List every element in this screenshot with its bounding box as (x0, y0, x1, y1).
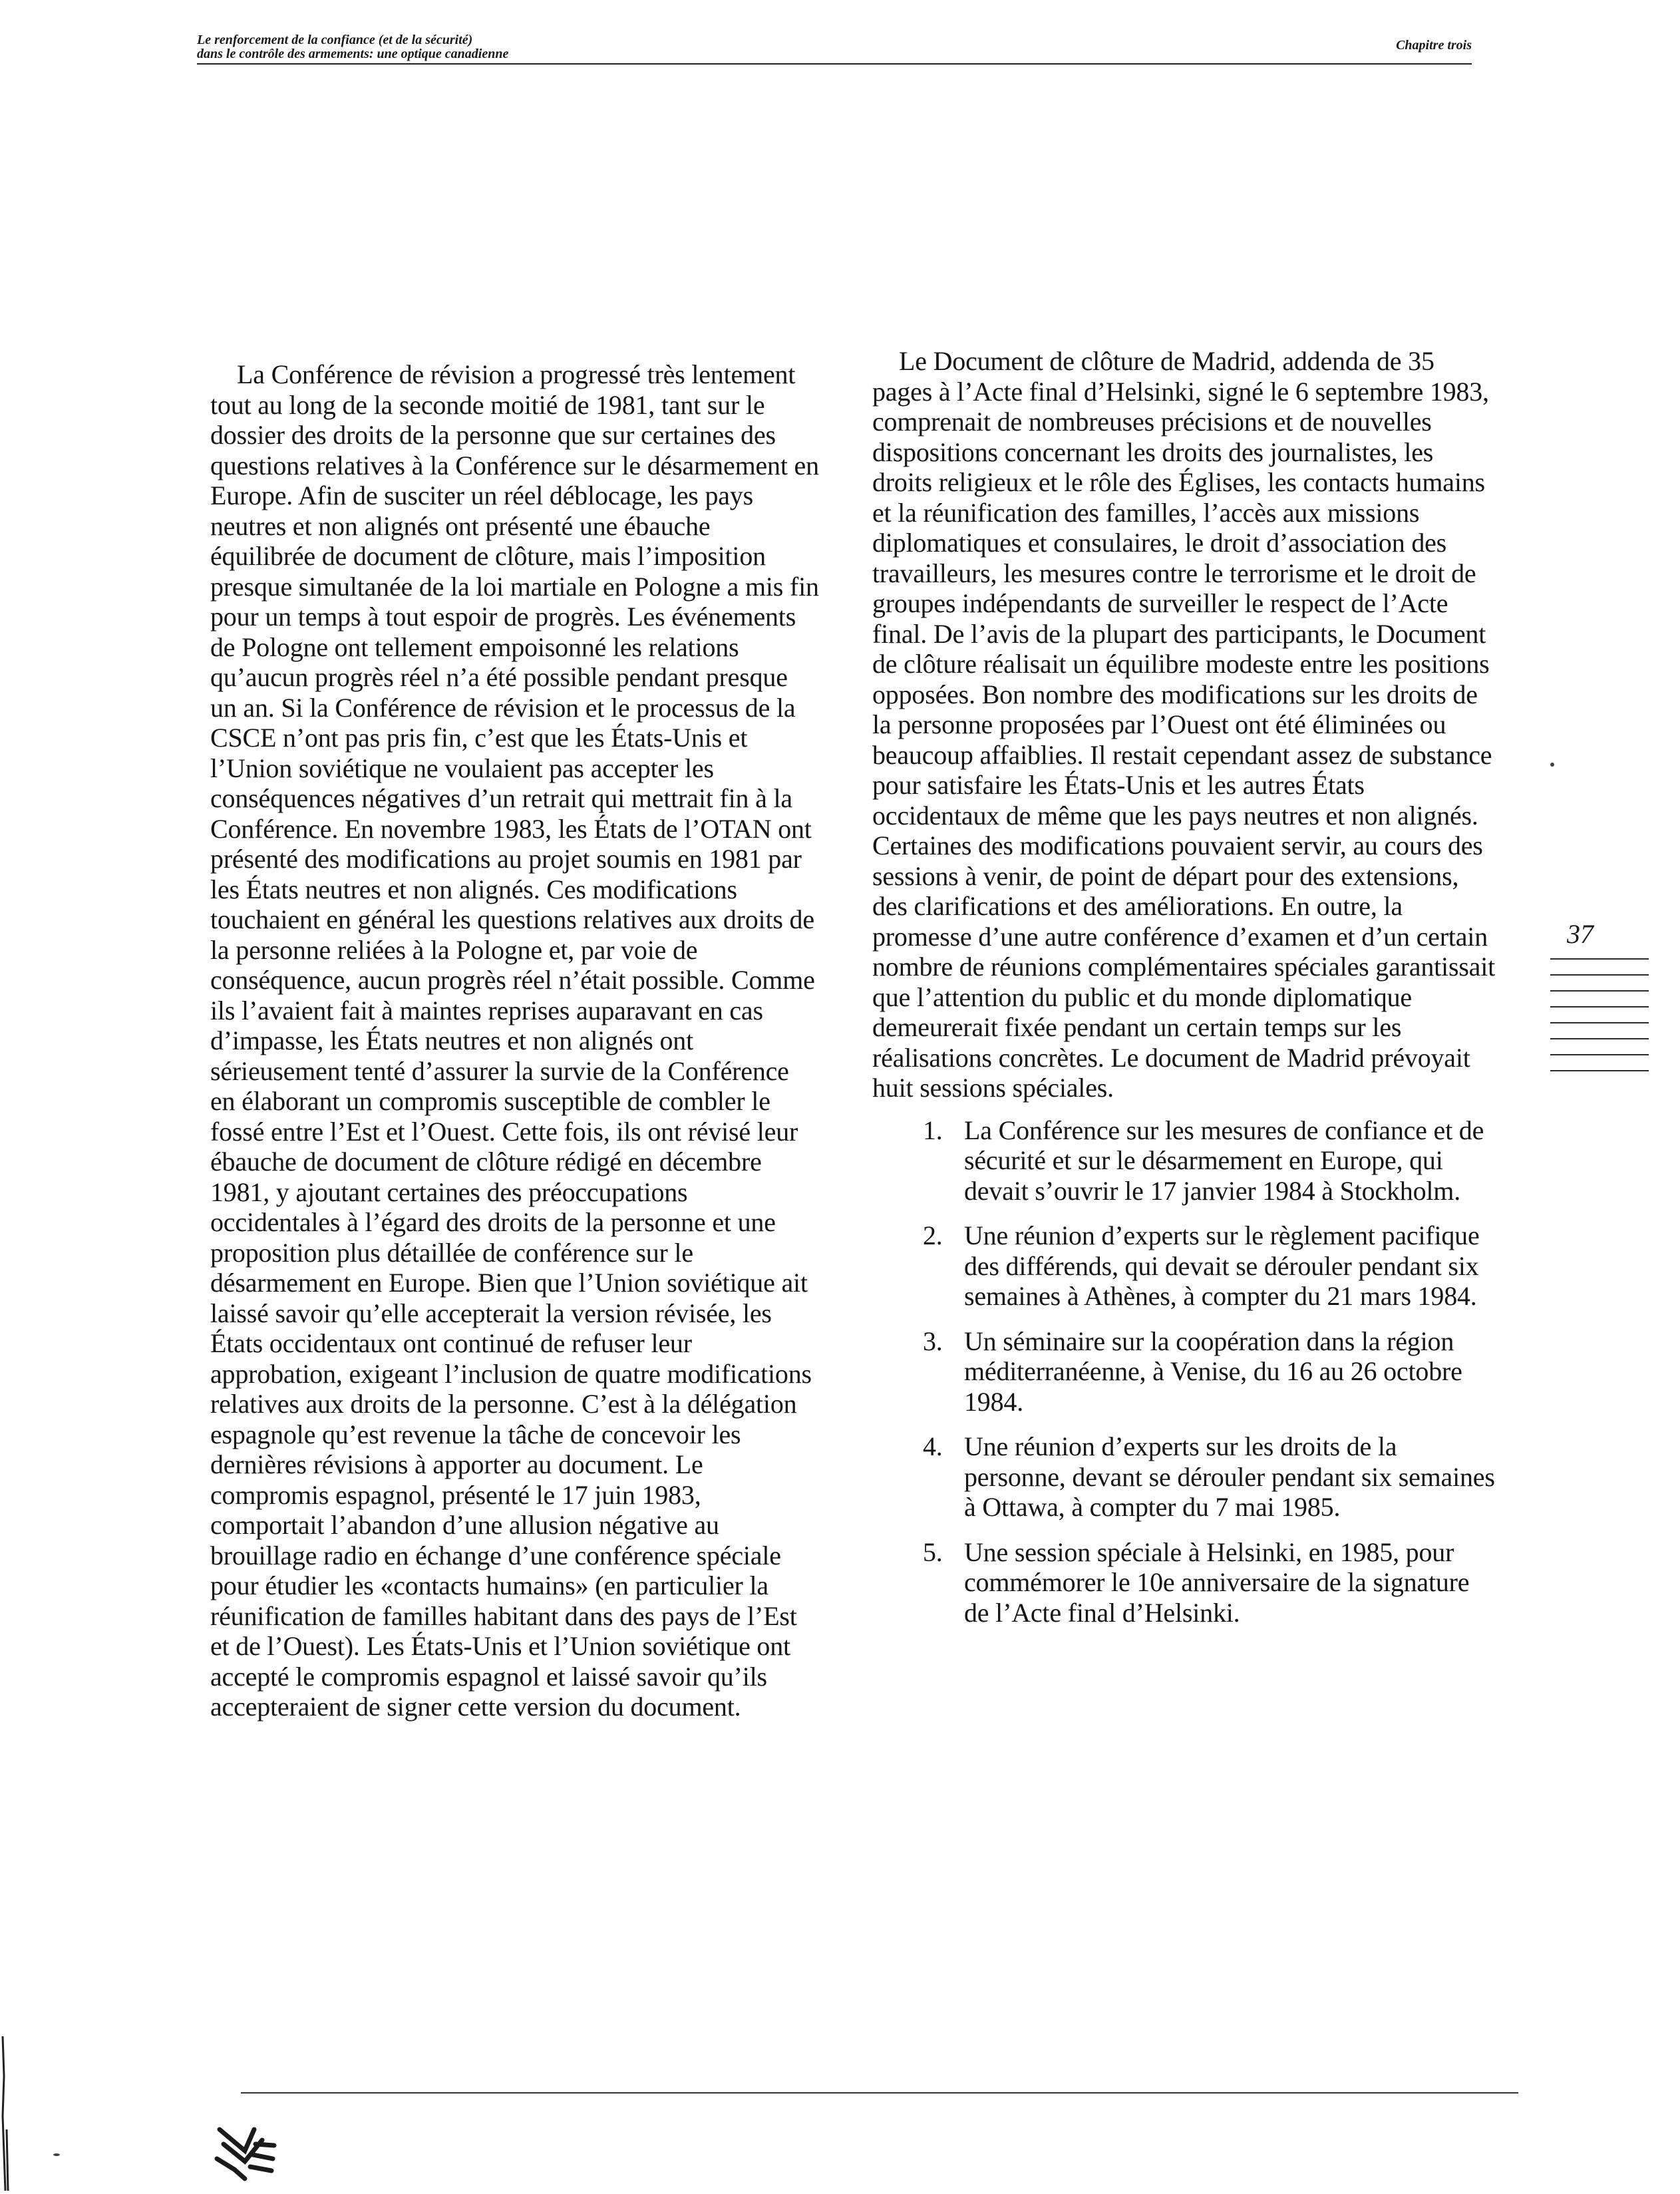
running-header (197, 33, 1472, 67)
list-item-text: Une réunion d’experts sur le règlement pacifique des différends, qui devait se dérouler pendant six semaines à Athènes, à compter du 21 mars 1984. (964, 1220, 1480, 1311)
right-column-paragraph: Le Document de clôture de Madrid, addenda de 35 pages à l’Acte final d’Helsinki, signé le 6 septembre 1983, comprenait de nombreuses précisions et de nouvelles dispositions concernant les droits des journalistes, les droits religieux et le rôle des Églises, les contacts humains et la réunification des familles, l’accès aux missions diplomatiques et consulaires, le droit d’association des travailleurs, les mesures contre le terrorisme et le droit de groupes indépendants de surveiller le respect de l’Acte final. De l’avis de la plupart des participants, le Document de clôture réalisait un équilibre modeste entre les positions opposées. Bon nombre des modifications sur les droits de la personne proposées par l’Ouest ont été éliminées ou beaucoup affaiblies. Il restait cependant assez de substance pour satisfaire les États-Unis et les autres États occidentaux de même que les pays neutres et non alignés. Certaines des modifications pouvaient servir, au cours des sessions à venir, de point de départ pour des extensions, des clarifications et des améliorations. En outre, la promesse d’une autre conférence d’examen et d’un certain nombre de réunions complémentaires spéciales garantissait que l’attention du public et du monde diplomatique demeurerait fixée pendant un certain temps sur les réalisations concrètes. Le document de Madrid prévoyait huit sessions spéciales. (872, 346, 1496, 1103)
list-item (923, 1115, 1498, 1206)
margin-rule (1550, 1070, 1649, 1071)
margin-rule-decoration (1550, 958, 1649, 1086)
list-item-number: 5. (923, 1537, 943, 1567)
margin-rule (1550, 1038, 1649, 1039)
header-rule (197, 63, 1472, 65)
scan-speck (53, 2153, 60, 2156)
special-sessions-list (872, 1115, 1498, 1628)
list-item (923, 1537, 1498, 1628)
list-item (923, 1220, 1498, 1312)
list-item-number: 3. (923, 1326, 943, 1356)
running-title (197, 33, 508, 61)
margin-rule (1550, 990, 1649, 992)
scan-edge-graphic (0, 2036, 13, 2191)
chapter-label: Chapitre trois (1396, 38, 1472, 53)
list-item-text: Une réunion d’experts sur les droits de la personne, devant se dérouler pendant six semaines à Ottawa, à compter du 7 mai 1985. (964, 1431, 1495, 1522)
publisher-logo-graphic (214, 2120, 278, 2183)
list-item-text: La Conférence sur les mesures de confiance et de sécurité et sur le désarmement en Europe, qui devait s’ouvrir le 17 janvier 1984 à Stockholm. (964, 1115, 1484, 1206)
page-number: 37 (1567, 919, 1594, 949)
right-column (872, 346, 1498, 1642)
margin-rule (1550, 958, 1649, 960)
list-item-number: 1. (923, 1115, 943, 1145)
list-item-number: 4. (923, 1431, 943, 1461)
left-column (210, 359, 819, 1722)
list-item-number: 2. (923, 1220, 943, 1250)
list-item (923, 1326, 1498, 1417)
margin-rule (1550, 974, 1649, 976)
margin-rule (1550, 1054, 1649, 1055)
list-item-text: Un séminaire sur la coopération dans la région méditerranéenne, à Venise, du 16 au 26 octobre 1984. (964, 1326, 1462, 1417)
list-item-text: Une session spéciale à Helsinki, en 1985, pour commémorer le 10e anniversaire de la signature de l’Acte final d’Helsinki. (964, 1537, 1470, 1628)
left-column-paragraph: La Conférence de révision a progressé très lentement tout au long de la seconde moitié de 1981, tant sur le dossier des droits de la personne que sur certaines des questions relatives à la Conférence sur le désarmement en Europe. Afin de susciter un réel déblocage, les pays neutres et non alignés ont présenté une ébauche équilibrée de document de clôture, mais l’imposition presque simultanée de la loi martiale en Pologne a mis fin pour un temps à tout espoir de progrès. Les événements de Pologne ont tellement empoisonné les relations qu’aucun progrès réel n’a été possible pendant presque un an. Si la Conférence de révision et le processus de la CSCE n’ont pas pris fin, c’est que les États-Unis et l’Union soviétique ne voulaient pas accepter les conséquences négatives d’un retrait qui mettrait fin à la Conférence. En novembre 1983, les États de l’OTAN ont présenté des modifications au projet soumis en 1981 par les États neutres et non alignés. Ces modifications touchaient en général les questions relatives aux droits de la personne reliées à la Pologne et, par voie de conséquence, aucun progrès réel n’était possible. Comme ils l’avaient fait à maintes reprises auparavant en cas d’impasse, les États neutres et non alignés ont sérieusement tenté d’assurer la survie de la Conférence en élaborant un compromis susceptible de combler le fossé entre l’Est et l’Ouest. Cette fois, ils ont révisé leur ébauche de document de clôture rédigé en décembre 1981, y ajoutant certaines des préoccupations occidentales à l’égard des droits de la personne et une proposition plus détaillée de conférence sur le désarmement en Europe. Bien que l’Union soviétique ait laissé savoir qu’elle accepterait la version révisée, les États occidentaux ont continué de refuser leur approbation, exigeant l’inclusion de quatre modifications relatives aux droits de la personne. C’est à la délégation espagnole qu’est revenue la tâche de concevoir les dernières révisions à apporter au document. Le compromis espagnol, présenté le 17 juin 1983, comportait l’abandon d’une allusion négative au brouillage radio en échange d’une conférence spéciale pour étudier les «contacts humains» (en particulier la réunification de familles habitant dans des pays de l’Est et de l’Ouest). Les États-Unis et l’Union soviétique ont accepté le compromis espagnol et laissé savoir qu’ils accepteraient de signer cette version du document. (210, 359, 819, 1722)
running-title-line-2: dans le contrôle des armements: une optique canadienne (197, 47, 509, 61)
margin-rule (1550, 1006, 1649, 1007)
scan-edge-marks (0, 2036, 13, 2191)
publisher-logo-icon (214, 2120, 278, 2183)
margin-rule (1550, 1022, 1649, 1023)
scan-speck (1550, 763, 1554, 767)
footer-rule (241, 2092, 1518, 2094)
list-item (923, 1431, 1498, 1523)
running-title-line-1: Le renforcement de la confiance (et de la sécurité) (197, 33, 473, 47)
